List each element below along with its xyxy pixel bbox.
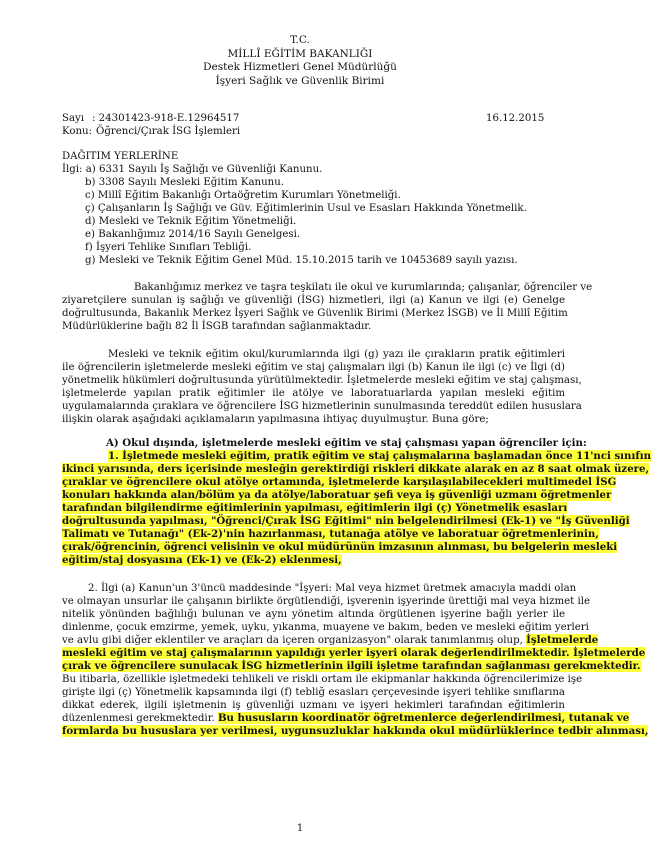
letterhead-ministry: MİLLÎ EĞİTİM BAKANLIĞI — [227, 47, 373, 60]
paragraph-line: ilişkin olarak aşağıdaki açıklamaların yapılmasına ihtiyaç duyulmuştur. Buna göre; — [62, 414, 489, 425]
highlighted-text: Bu hususların koordinatör öğretmenlerce değerlendirilmesi, tutanak ve — [217, 712, 630, 724]
highlighted-text: çırak/öğrencinin, öğrenci velisinin ve okul müdürünün imzasının alınması, bu belgelerin mesleki — [62, 541, 618, 553]
section-a-title: A) Okul dışında, işletmelerde mesleki eğitim ve staj çalışması yapan öğrenciler için: — [106, 437, 587, 449]
paragraph-line — [62, 489, 612, 502]
letterhead — [0, 34, 600, 88]
paragraph-line — [62, 725, 649, 738]
paragraph-line: Bakanlığımız merkez ve taşra teşkilatı ile okul ve kurumlarında; çalışanlar, öğrenciler ve — [134, 282, 593, 293]
reference-item: c) Millî Eğitim Bakanlığı Ortaöğretim Kurumları Yönetmeliği. — [85, 190, 401, 201]
paragraph-line — [62, 541, 618, 554]
highlighted-text: mesleki eğitim ve staj çalışmalarının yapıldığı yerler işyeri olarak değerlendirilmektedir. İşletmelerde — [62, 647, 646, 659]
distribution-heading: DAĞITIM YERLERİNE — [62, 151, 179, 162]
reference-item: d) Mesleki ve Teknik Eğitim Yönetmeliği. — [85, 216, 297, 227]
paragraph-line: nitelik yönünden bağlılığı bulunan ve aynı yönetim altında örgütlenen işyerine bağlı yerler ile — [62, 609, 565, 620]
highlighted-text: doğrultusunda yapılması, "Öğrenci/Çırak İSG Eğitimi" nin belgelendirilmesi (Ek-1) ve "İş Güvenliği — [62, 515, 630, 527]
plain-text: ve avlu gibi diğer eklentiler ve araçları da içeren organizasyon" olarak tanımlanmış olup, — [62, 635, 523, 646]
reference-item: g) Mesleki ve Teknik Eğitim Genel Müd. 15.10.2015 tarih ve 10453689 sayılı yazısı. — [85, 255, 518, 266]
plain-text: düzenlenmesi gerekmektedir. — [62, 713, 215, 724]
reference-item: f) İşyeri Tehlike Sınıfları Tebliği. — [85, 242, 252, 253]
highlighted-text: çıraklar ve öğrencilere okul atölye ortamında, işletmelerde karşılaşılabilecekleri multimedel İSG — [62, 476, 617, 488]
sayi-value: : 24301423-918-E.12964517 — [92, 113, 240, 124]
paragraph-line — [62, 647, 646, 660]
konu-value: Öğrenci/Çırak İSG İşlemleri — [96, 126, 241, 137]
highlighted-text: formlarda bu hususlara yer verilmesi, uygunsuzluklar hakkında okul müdürlüklerince tedbir alınması, — [62, 725, 649, 737]
paragraph-line: 2. İlgi (a) Kanun'un 3'üncü maddesinde "İşyeri: Mal veya hizmet üretmek amacıyla maddi olan — [88, 583, 577, 594]
reference-item: ç) Çalışanların İş Sağlığı ve Güv. Eğitimlerinin Usul ve Esasları Hakkında Yönetmelik. — [85, 203, 527, 214]
highlighted-text: Talimatı ve Tutanağı" (Ek-2)'nin hazırlanması, tutanağa atölye ve laboratuar öğretmenlerinin, — [62, 528, 599, 540]
paragraph-line — [62, 515, 630, 528]
highlighted-text: tarafından bilgilendirme eğitimlerinin yapılması, eğitimlerin ilgi (ç) Yönetmelik esasları — [62, 502, 568, 514]
paragraph-line — [62, 634, 599, 647]
paragraph-line — [62, 712, 630, 725]
paragraph-line: ve olmayan unsurlar ile çalışanın birlikte örgütlendiği, işverenin işyerinde ürettiği mal veya hizmet ile — [62, 596, 591, 607]
reference-item: İlgi: a) 6331 Sayılı İş Sağlığı ve Güvenliği Kanunu. — [62, 164, 323, 175]
paragraph-line — [62, 528, 599, 541]
konu-label: Konu: — [62, 126, 93, 137]
paragraph-line: Bu itibarla, özellikle işletmedeki tehlikeli ve riskli ortam ile ekipmanlar hakkında öğrencilerimize işe — [62, 674, 583, 685]
page-number: 1 — [296, 823, 304, 834]
document-date: 16.12.2015 — [486, 113, 545, 124]
paragraph-line: yönetmelik hükümleri doğrultusunda yürütülmektedir. İşletmelerde mesleki eğitim ve staj çalışması, — [62, 375, 582, 386]
paragraph-line — [108, 450, 651, 463]
highlighted-text: konuları hakkında alan/bölüm ya da atölye/laboratuar şefi veya iş güvenliği uzmanı öğretmenler — [62, 489, 612, 501]
letterhead-directorate: Destek Hizmetleri Genel Müdürlüğü — [203, 61, 397, 73]
paragraph-line: dinlenme, çocuk emzirme, yemek, uyku, yıkanma, muayene ve bakım, beden ve mesleki eğitim yerleri — [62, 622, 589, 633]
paragraph-line: doğrultusunda, Bakanlık Merkez İşyeri Sağlık ve Güvenlik Birimi (Merkez İSGB) ve İl Millî Eğitim — [62, 308, 568, 319]
paragraph-line — [62, 502, 568, 515]
paragraph-line — [62, 463, 650, 476]
highlighted-text: 1. İşletmede mesleki eğitim, pratik eğitim ve staj çalışmalarına başlamadan önce 11'nci sınıfın — [108, 450, 651, 462]
letterhead-tc: T.C. — [290, 34, 310, 46]
highlighted-text: çırak ve öğrencilere sunulacak İSG hizmetlerinin ilgili işletme tarafından sağlanması gerekmektedir. — [62, 660, 641, 672]
paragraph-line: girişte ilgi (ç) Yönetmelik kapsamında ilgi (f) tebliğ esasları çerçevesinde işyeri tehlike sınıflarına — [62, 687, 565, 698]
paragraph-line — [62, 660, 641, 673]
highlighted-text: eğitim/staj dosyasına (Ek-1) ve (Ek-2) eklenmesi, — [62, 554, 342, 566]
sayi-label: Sayı — [62, 113, 85, 124]
paragraph-line: ile öğrencilerin işletmelerde mesleki eğitim ve staj çalışmaları ilgi (b) Kanun ile ilgi (c) ve İlgi (d) — [62, 362, 565, 373]
paragraph-line: Mesleki ve teknik eğitim okul/kurumlarında ilgi (g) yazı ile çırakların pratik eğitimleri — [108, 349, 565, 360]
letterhead-unit: İşyeri Sağlık ve Güvenlik Birimi — [215, 74, 385, 87]
paragraph-line — [62, 554, 565, 567]
paragraph-line — [62, 476, 617, 489]
highlighted-text: İşletmelerde — [526, 634, 599, 646]
highlighted-text: ikinci yarısında, ders içerisinde mesleğin gerektirdiği riskleri dikkate alarak en az 8 saat olmak üzere, — [62, 463, 650, 475]
paragraph-line: dikkat ederek, ilgili işletmenin iş güvenliği uzmanı ve işyeri hekimleri tarafından eğitimlerin — [62, 700, 565, 711]
paragraph-line: ziyaretçilere sunulan iş sağlığı ve güvenliği (İSG) hizmetleri, ilgi (a) Kanun ve ilgi (e) Genelge — [62, 295, 565, 306]
paragraph-line: Müdürlüklerine bağlı 82 İl İSGB tarafından sağlanmaktadır. — [62, 321, 372, 332]
reference-item: e) Bakanlığımız 2014/16 Sayılı Genelgesi. — [85, 229, 301, 240]
reference-item: b) 3308 Sayılı Mesleki Eğitim Kanunu. — [85, 177, 284, 188]
section-a-heading — [106, 437, 587, 450]
paragraph-line: işletmelerde yapılan pratik eğitimler ile atölye ve laboratuarlarda yapılan mesleki eğitim — [62, 388, 565, 399]
paragraph-line: uygulamalarında çıraklara ve öğrencilere İSG hizmetlerinin sunulmasında tereddüt edilen hususlara — [62, 401, 582, 412]
